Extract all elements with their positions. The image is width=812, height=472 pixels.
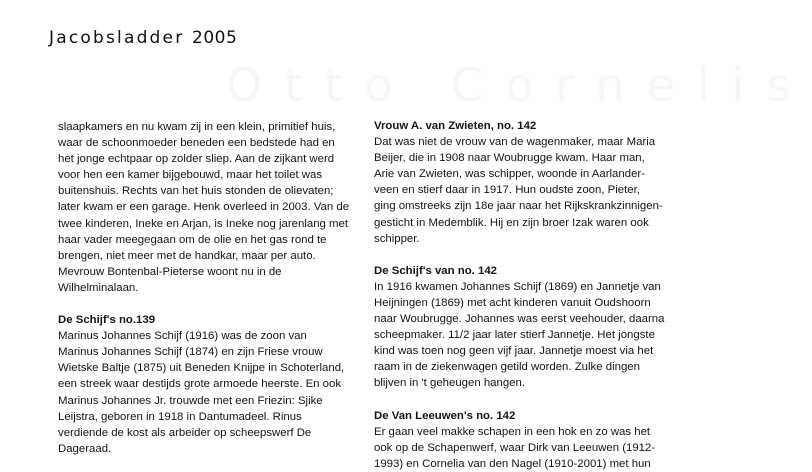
body-line: haar vader meegegaan om de olie en het gas rond te — [58, 233, 327, 246]
right-column — [374, 118, 674, 472]
section-heading: De Schijf's no.139 — [58, 314, 156, 327]
body-line: later kwam er een garage. Henk overleed in 2003. Van de — [58, 201, 350, 214]
body-line: gesticht in Medemblik. Hij en zijn broer Izak waren ook — [374, 216, 649, 229]
body-line: Marinus Johannes Jr. trouwde met een Friezin: Sjike — [58, 394, 323, 407]
body-line: scheepmaker. 11/2 jaar later stierf Jannetje. Het jongste — [374, 329, 655, 342]
body-line: Dat was niet de vrouw van de wagenmaker, maar Maria — [374, 136, 656, 149]
body-line: Mevrouw Bontenbal-Pieterse woont nu in de — [58, 265, 282, 278]
body-line: Wietske Baltje (1875) uit Beneden Knijpe in Schoterland, — [58, 362, 345, 375]
body-line: waar de schoonmoeder beneden een bedstede had en — [58, 137, 335, 150]
body-line: verdiende de kost als arbeider op scheepswerf De — [58, 426, 312, 439]
body-line: Leijstra, geboren in 1918 in Dantumadeel. Rinus — [58, 410, 302, 423]
section-heading: Vrouw A. van Zwieten, no. 142 — [374, 120, 537, 132]
body-line: schipper. — [374, 232, 420, 245]
body-line: slaapkamers en nu kwam zij in een klein, primitief huis, — [58, 121, 336, 133]
body-line: een streek waar destijds grote armoede heerste. En ook — [58, 378, 342, 391]
body-line: Er gaan veel makke schapen in een hok en zo was het — [374, 425, 651, 438]
body-line: Beijer, die in 1908 naar Woubrugge kwam. Haar man, — [374, 152, 645, 165]
watermark-text: Otto Cornelis — [226, 58, 812, 112]
body-line: Marinus Johannes Schijf (1874) en zijn Friese vrouw — [58, 346, 323, 359]
body-line: In 1916 kwamen Johannes Schijf (1869) en Jannetje van — [374, 280, 661, 293]
body-line: Heijningen (1869) met acht kinderen vanuit Oudshoorn — [374, 296, 651, 309]
section-heading: De Van Leeuwen's no. 142 — [374, 409, 516, 422]
body-line: buitenshuis. Rechts van het huis stonden de olievaten; — [58, 185, 334, 198]
body-line: Marinus Johannes Schijf (1916) was de zoon van — [58, 330, 307, 343]
body-line: Wilhelminalaan. — [58, 281, 139, 294]
body-line: het jonge echtpaar op zolder sliep. Aan de zijkant werd — [58, 153, 335, 166]
body-line: voor hen een kamer bijgebouwd, maar het toilet was — [58, 169, 323, 182]
body-line: raam in de ziekenwagen getild worden. Zulke dingen — [374, 361, 640, 374]
header-title: Jacobsladder — [49, 28, 185, 48]
body-line: ook op de Schapenwerf, waar Dirk van Leeuwen (1912- — [374, 441, 656, 454]
left-column — [58, 119, 354, 457]
body-line: ging omstreeks zijn 18e jaar naar het Rijkskrankzinnigen- — [374, 200, 663, 213]
body-line: Arie van Zwieten, was schipper, woonde in Aarlander- — [374, 168, 645, 181]
section-heading: De Schijf's van no. 142 — [374, 264, 497, 277]
body-line: naar Woubrugge. Johannes was eerst veehouder, daarna — [374, 313, 665, 326]
body-line: brengen, niet meer met de handkar, maar per auto. — [58, 249, 316, 262]
body-line: kind was toen nog geen vijf jaar. Jannetje moest via het — [374, 345, 654, 358]
body-line: 1993) en Cornelia van den Nagel (1910-2001) met hun — [374, 457, 651, 470]
body-line: Dageraad. — [58, 442, 112, 455]
header-year: 2005 — [192, 28, 238, 48]
body-line: veen en stierf daar in 1917. Hun oudste zoon, Pieter, — [374, 184, 640, 197]
body-line: twee kinderen, Ineke en Arjan, is Ineke nog jarenlang met — [58, 217, 349, 230]
running-header — [49, 28, 237, 48]
body-line: blijven in 't geheugen hangen. — [374, 377, 526, 390]
